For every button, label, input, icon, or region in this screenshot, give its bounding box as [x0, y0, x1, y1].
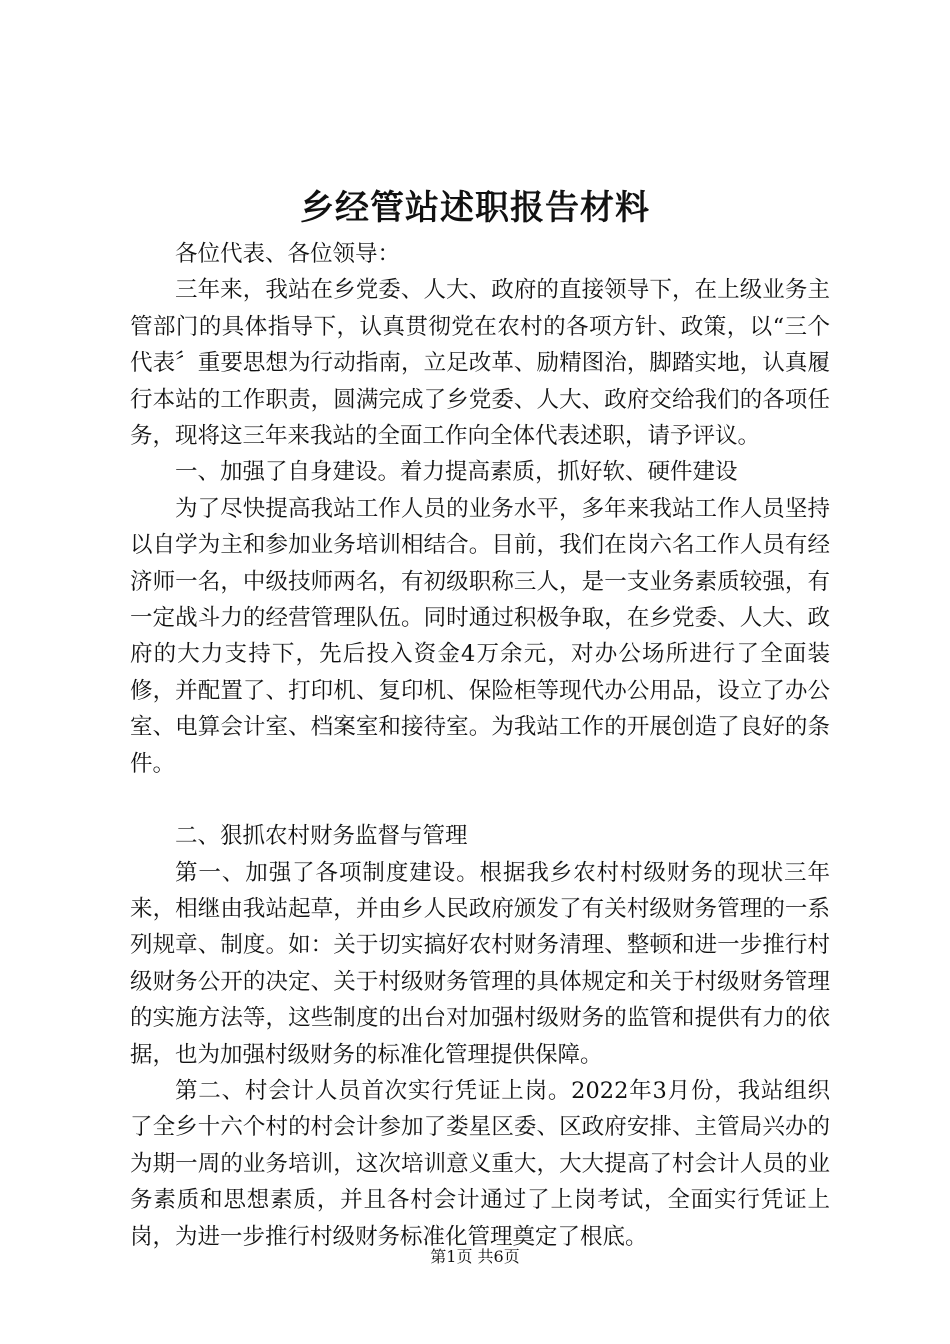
body-paragraph: 第二、村会计人员首次实行凭证上岗。2022年3月份，我站组织了全乡十六个村的村会计参加了娄星区委、区政府安排、主管局兴办的为期一周的业务培训，这次培训意义重大，大大提高了村会计人员的业务素质和思想素质，并且各村会计通过了上岗考试，全面实行凭证上岗，为进一步推行村级财务标准化管理奠定了根底。 — [130, 1077, 830, 1250]
document-title: 乡经管站述职报告材料 — [300, 188, 650, 228]
body-paragraph: 为了尽快提高我站工作人员的业务水平，多年来我站工作人员坚持以自学为主和参加业务培训相结合。目前，我们在岗六名工作人员有经济师一名，中级技师两名，有初级职称三人，是一支业务素质较强，有一定战斗力的经营管理队伍。同时通过积极争取，在乡党委、人大、政府的大力支持下，先后投入资金4万余元，对办公场所进行了全面装修，并配置了、打印机、复印机、保险柜等现代办公用品，设立了办公室、电算会计室、档案室和接待室。为我站工作的开展创造了良好的条件。 — [130, 495, 830, 777]
body-paragraph: 三年来，我站在乡党委、人大、政府的直接领导下，在上级业务主管部门的具体指导下，认真贯彻党在农村的各项方针、政策，以“三个代表〞重要思想为行动指南，立足改革、励精图治，脚踏实地，认真履行本站的工作职责，圆满完成了乡党委、人大、政府交给我们的各项任务，现将这三年来我站的全面工作向全体代表述职，请予评议。 — [130, 277, 830, 450]
salutation: 各位代表、各位领导： — [175, 241, 401, 267]
section-heading: 二、狠抓农村财务监督与管理 — [175, 823, 468, 850]
page-number-footer: 第1页 共6页 — [430, 1247, 520, 1266]
body-paragraph: 第一、加强了各项制度建设。根据我乡农村村级财务的现状三年来，相继由我站起草，并由乡人民政府颁发了有关村级财务管理的一系列规章、制度。如：关于切实搞好农村财务清理、整顿和进一步推行村级财务公开的决定、关于村级财务管理的具体规定和关于村级财务管理的实施方法等，这些制度的出台对加强村级财务的监管和提供有力的依据，也为加强村级财务的标准化管理提供保障。 — [130, 859, 830, 1068]
section-heading: 一、加强了自身建设。着力提高素质，抓好软、硬件建设 — [175, 459, 738, 486]
document-body — [130, 236, 830, 1255]
